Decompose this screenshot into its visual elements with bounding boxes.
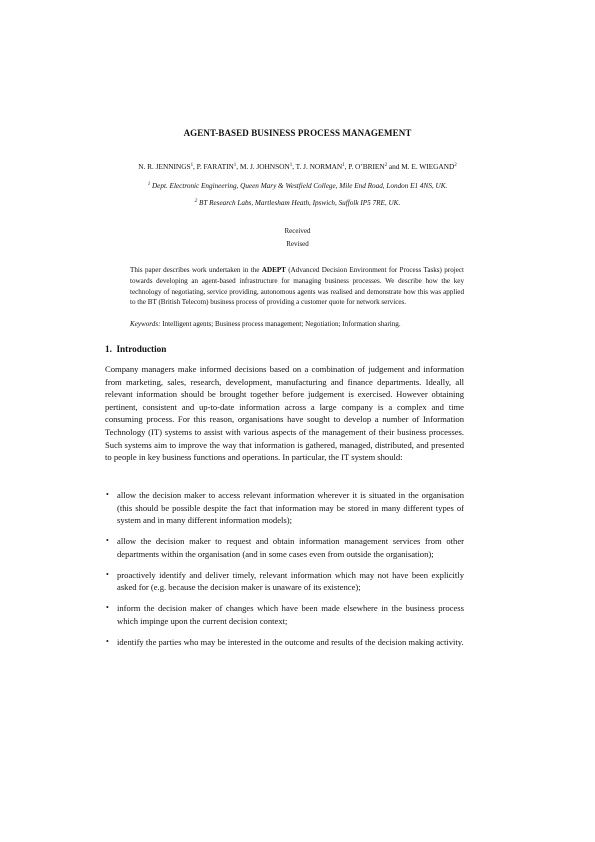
author-separator: , bbox=[344, 162, 349, 171]
author-separator: , bbox=[193, 162, 197, 171]
affiliation-1-text: Dept. Electronic Engineering, Queen Mary & Westfield College, Mile End Road, London E1 4NS, UK. bbox=[151, 182, 448, 190]
author-name: N. R. JENNINGS bbox=[138, 162, 191, 171]
requirements-list bbox=[105, 489, 464, 657]
affiliation-1-marker: 1 bbox=[147, 182, 151, 187]
list-item-text: proactively identify and deliver timely, relevant information which may not have been explicitly asked for (e.g. because the decision maker is unaware of its existence); bbox=[117, 569, 464, 593]
list-item-text: allow the decision maker to request and obtain information management services from other departments within the organisation (and in some cases even from outside the organisation); bbox=[117, 536, 464, 559]
bullet-icon: • bbox=[106, 536, 109, 546]
author-name: M. E. WIEGAND bbox=[401, 162, 455, 171]
revised-line: Revised bbox=[286, 240, 309, 248]
section-title: Introduction bbox=[116, 344, 167, 354]
list-item bbox=[105, 569, 464, 594]
section-heading bbox=[105, 344, 166, 354]
author-name: M. J. JOHNSON bbox=[239, 162, 290, 171]
bullet-icon: • bbox=[106, 569, 109, 579]
author-affiliation-marker: 1 bbox=[289, 163, 293, 168]
author-affiliation-marker: 2 bbox=[384, 163, 388, 168]
keywords bbox=[130, 320, 464, 328]
author-affiliation-marker: 1 bbox=[190, 163, 194, 168]
list-item-text: allow the decision maker to access relevant information wherever it is situated in the organisation (this should be possible despite the fact that information may be stored in many different types of system and in many different information models); bbox=[117, 490, 464, 526]
received-line: Received bbox=[284, 227, 311, 235]
list-item-text: identify the parties who may be interested in the outcome and results of the decision making activity. bbox=[117, 636, 464, 647]
author-affiliation-marker: 2 bbox=[454, 163, 457, 168]
affiliation-2 bbox=[0, 199, 595, 207]
bullet-icon: • bbox=[106, 636, 109, 646]
intro-paragraph: Company managers make informed decisions based on a combination of judgement and information from marketing, sales, research, development, manufacturing and finance departments. Ideally, all relevant information should be brought together before judgement is exercised. However obtaining pertinent, consistent and up-to-date information across a large company is a complex and time consuming process. For this reason, organisations have sought to develop a number of Information Technology (IT) systems to assist with various aspects of the management of their business processes. Such systems aim to improve the way that information is gathered, managed, distributed, and presented to people in key business functions and operations. In particular, the IT system should: bbox=[105, 364, 464, 463]
affiliation-2-marker: 2 bbox=[194, 199, 198, 204]
list-item bbox=[105, 602, 464, 627]
project-name: ADEPT bbox=[261, 266, 286, 274]
author-list bbox=[0, 162, 595, 171]
author-affiliation-marker: 1 bbox=[233, 163, 237, 168]
affiliation-2-text: BT Research Labs, Martlesham Heath, Ipswich, Suffolk IP5 7RE, UK. bbox=[199, 199, 401, 207]
author-separator: , bbox=[292, 162, 296, 171]
list-item bbox=[105, 489, 464, 527]
author-separator: and bbox=[387, 162, 402, 171]
list-item bbox=[105, 636, 464, 649]
abstract bbox=[130, 265, 464, 308]
list-item-text: inform the decision maker of changes which have been made elsewhere in the business process which impinge upon the current decision context; bbox=[117, 603, 464, 626]
keywords-text: Intelligent agents; Business process management; Negotiation; Information sharing. bbox=[160, 320, 401, 328]
paper-title: AGENT-BASED BUSINESS PROCESS MANAGEMENT bbox=[183, 128, 412, 138]
author-name: P. FARATIN bbox=[196, 162, 234, 171]
abstract-text-end: (Advanced Decision Environment for Process Tasks) project towards developing an agent-based infrastructure for managing business processes. We describe how the key technology of negotiating, service providing, autonomous agents was realised and demonstrate how this was applied to the BT (British Telecom) business process of providing a customer quote for network services. bbox=[130, 266, 464, 307]
author-name: T. J. NORMAN bbox=[295, 162, 343, 171]
keywords-label: Keywords: bbox=[130, 320, 161, 328]
affiliation-1 bbox=[0, 182, 595, 190]
section-number: 1. bbox=[105, 344, 112, 354]
bullet-icon: • bbox=[106, 603, 109, 613]
author-name: P. O’BRIEN bbox=[348, 162, 385, 171]
list-item bbox=[105, 535, 464, 560]
author-separator: , bbox=[236, 162, 240, 171]
abstract-text-start: This paper describes work undertaken in the bbox=[130, 266, 262, 274]
author-affiliation-marker: 1 bbox=[342, 163, 345, 168]
bullet-icon: • bbox=[106, 490, 109, 499]
